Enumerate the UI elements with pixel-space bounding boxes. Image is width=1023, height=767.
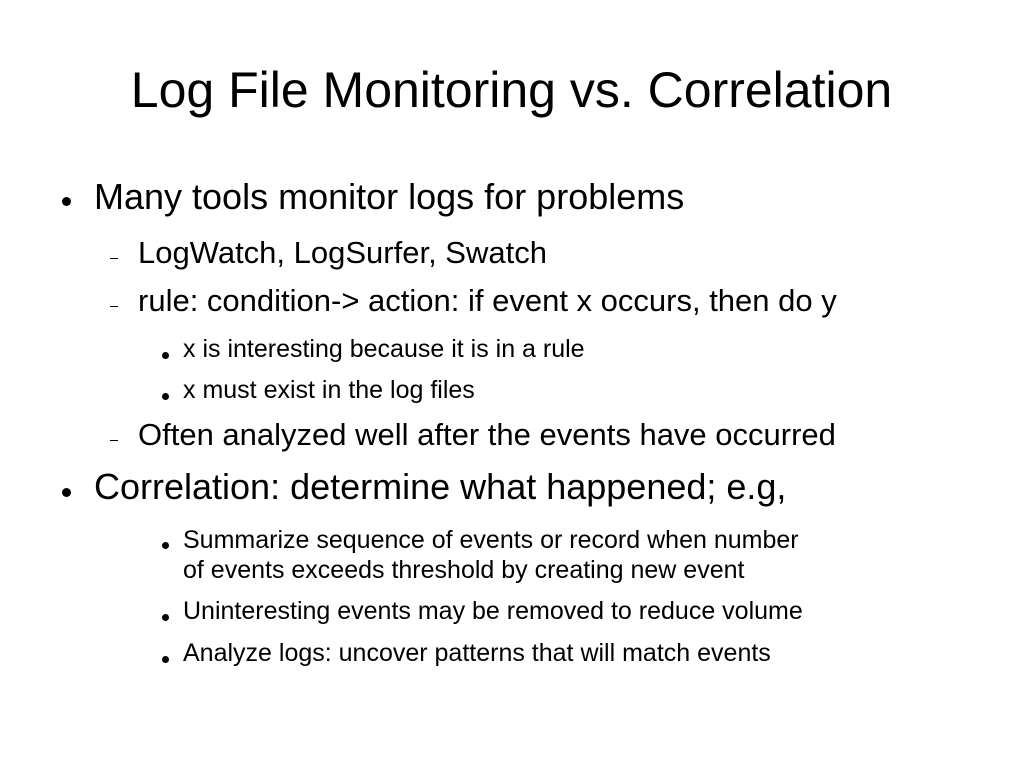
bullet-dot-icon bbox=[162, 393, 169, 400]
sub-sub-bullet-text-continuation: of events exceeds threshold by creating new event bbox=[183, 556, 745, 584]
bullet-dot-icon bbox=[62, 488, 71, 497]
bullet-dot-icon bbox=[162, 656, 169, 663]
sub-bullet-text: rule: condition-> action: if event x occurs, then do y bbox=[138, 283, 837, 318]
sub-sub-bullet-text: Uninteresting events may be removed to reduce volume bbox=[183, 597, 803, 625]
bullet-dot-icon bbox=[162, 352, 169, 359]
sub-bullet-text: Often analyzed well after the events have occurred bbox=[138, 417, 836, 452]
sub-sub-bullet-text: Analyze logs: uncover patterns that will match events bbox=[183, 639, 771, 667]
sub-sub-bullet-text: x is interesting because it is in a rule bbox=[183, 335, 585, 363]
bullet-text: Correlation: determine what happened; e.g, bbox=[94, 466, 787, 507]
slide-title: Log File Monitoring vs. Correlation bbox=[130, 62, 893, 118]
sub-sub-bullet-text: Summarize sequence of events or record when number bbox=[183, 526, 799, 554]
bullet-dot-icon bbox=[162, 614, 169, 621]
sub-bullet-text: LogWatch, LogSurfer, Swatch bbox=[138, 235, 547, 270]
bullet-dot-icon bbox=[162, 542, 169, 549]
dash-bullet-icon bbox=[110, 306, 118, 307]
bullet-dot-icon bbox=[62, 197, 71, 206]
sub-sub-bullet-text: x must exist in the log files bbox=[183, 376, 475, 404]
bullet-text: Many tools monitor logs for problems bbox=[94, 176, 685, 217]
dash-bullet-icon bbox=[110, 258, 118, 259]
dash-bullet-icon bbox=[110, 440, 118, 441]
